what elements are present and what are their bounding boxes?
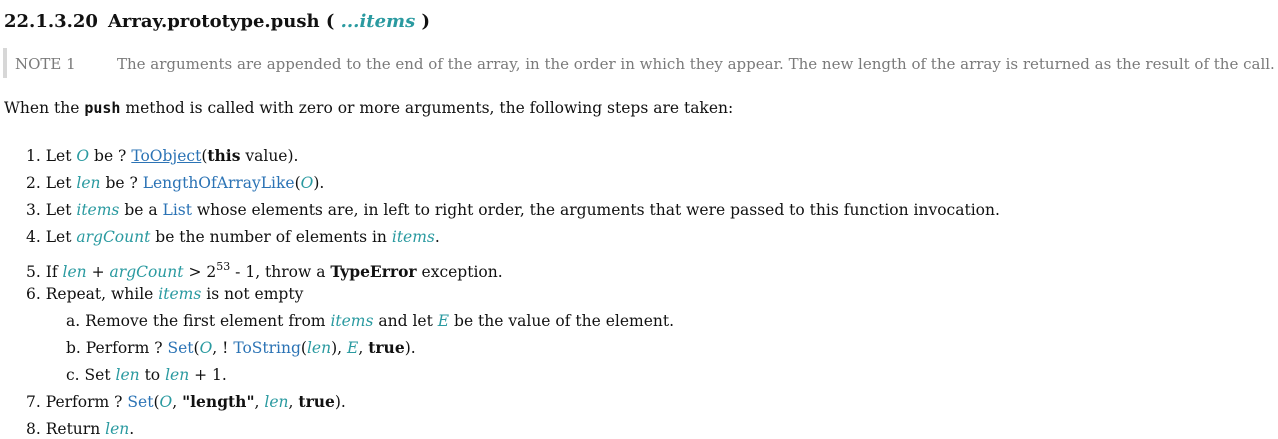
step-number: 6. [26,285,41,303]
variable-items: items [330,312,374,330]
step-number: 7. [26,393,41,411]
step-number: 3. [26,201,41,219]
step-text: ), [331,339,343,357]
keyword-this: this [207,146,241,165]
step-text: + 1. [194,366,227,384]
step-text: value). [245,147,299,165]
step-6b [66,338,416,358]
step-number: a. [66,312,81,330]
step-text: , [358,339,364,357]
step-text: , ! [212,339,229,357]
step-number: 2. [26,174,41,192]
step-text: Let [45,228,72,246]
variable-E: E [437,312,450,330]
step-text: Set [84,366,111,384]
variable-len: len [105,420,130,438]
note-label: NOTE 1 [15,55,76,73]
variable-len: len [165,366,190,384]
step-text: be the number of elements in [155,228,387,246]
toobject-link[interactable]: ToObject [131,147,202,165]
intro-paragraph [4,99,733,117]
note-box [3,48,1277,78]
step-text: , [288,393,294,411]
set-link[interactable]: Set [127,393,154,411]
intro-text-before: When the [4,99,80,117]
step-text: be ? [94,147,127,165]
step-number: c. [66,366,80,384]
step-text: If [45,263,58,281]
keyword-true: true [298,392,335,411]
tostring-link[interactable]: ToString [233,339,301,357]
step-6a [66,311,674,331]
step-text: Remove the first element from [85,312,326,330]
exponent: 53 [216,260,231,273]
step-text: be a [124,201,158,219]
variable-len: len [264,393,289,411]
step-text: ( [294,174,301,192]
step-text: . [434,228,440,246]
step-text: and let [378,312,433,330]
step-7 [26,392,346,412]
step-3 [26,200,1000,220]
section-number: 22.1.3.20 [4,11,98,32]
variable-items: items [76,201,120,219]
variable-len: len [76,174,101,192]
section-param: ...items [340,11,416,32]
step-text: , [172,393,178,411]
variable-items: items [391,228,435,246]
variable-O: O [159,393,173,411]
step-text: Perform ? [85,339,163,357]
step-text: Return [45,420,101,438]
step-number: 5. [26,263,41,281]
step-6c [66,365,227,385]
step-text: be ? [105,174,138,192]
step-text: ( [201,147,208,165]
intro-text-after: method is called with zero or more arguments, the following steps are taken: [125,99,734,117]
step-text: ). [334,393,346,411]
step-text: ). [404,339,416,357]
step-2 [26,173,324,193]
variable-E: E [347,339,359,357]
step-text: > 2 [188,263,217,281]
step-text: - 1, throw a [235,263,326,281]
step-text: Perform ? [45,393,123,411]
step-number: 1. [26,147,41,165]
section-heading [4,11,430,32]
step-text: to [144,366,161,384]
variable-argcount: argCount [76,228,151,246]
lengthofarraylike-link[interactable]: LengthOfArrayLike [142,174,295,192]
step-text: Repeat, while [45,285,154,303]
typeerror-keyword: TypeError [330,262,417,281]
step-text: exception. [421,263,503,281]
step-text: is not empty [206,285,304,303]
step-text: ( [300,339,307,357]
method-name-push: push [84,99,121,117]
step-text: be the value of the element. [454,312,675,330]
step-6 [26,284,303,304]
step-text: . [129,420,135,438]
step-number: b. [66,339,81,357]
variable-len: len [62,263,87,281]
string-length: "length" [182,392,255,411]
variable-O: O [76,147,90,165]
step-number: 8. [26,420,41,438]
step-text: , [254,393,260,411]
note-text: The arguments are appended to the end of the array, in the order in which they appear. The new length of the array is returned as the result of the call. [117,55,1275,73]
step-text: Let [45,174,72,192]
step-text: + [91,263,105,281]
variable-len: len [306,339,332,357]
variable-len: len [115,366,140,384]
step-1 [26,146,298,166]
step-text: ( [153,393,160,411]
variable-O: O [300,174,314,192]
step-number: 4. [26,228,41,246]
variable-items: items [158,285,202,303]
step-4 [26,227,440,247]
step-text: ( [193,339,200,357]
keyword-true: true [368,338,405,357]
step-text: whose elements are, in left to right order, the arguments that were passed to this function invocation. [196,201,1000,219]
step-5 [26,257,503,282]
list-link[interactable]: List [162,201,192,219]
section-title: Array.prototype.push ( [107,11,335,32]
variable-O: O [199,339,213,357]
step-8 [26,419,134,439]
set-link[interactable]: Set [167,339,194,357]
variable-argcount: argCount [109,263,184,281]
step-text: Let [45,201,72,219]
section-title-close: ) [421,11,431,32]
step-text: Let [45,147,72,165]
step-text: ). [313,174,325,192]
